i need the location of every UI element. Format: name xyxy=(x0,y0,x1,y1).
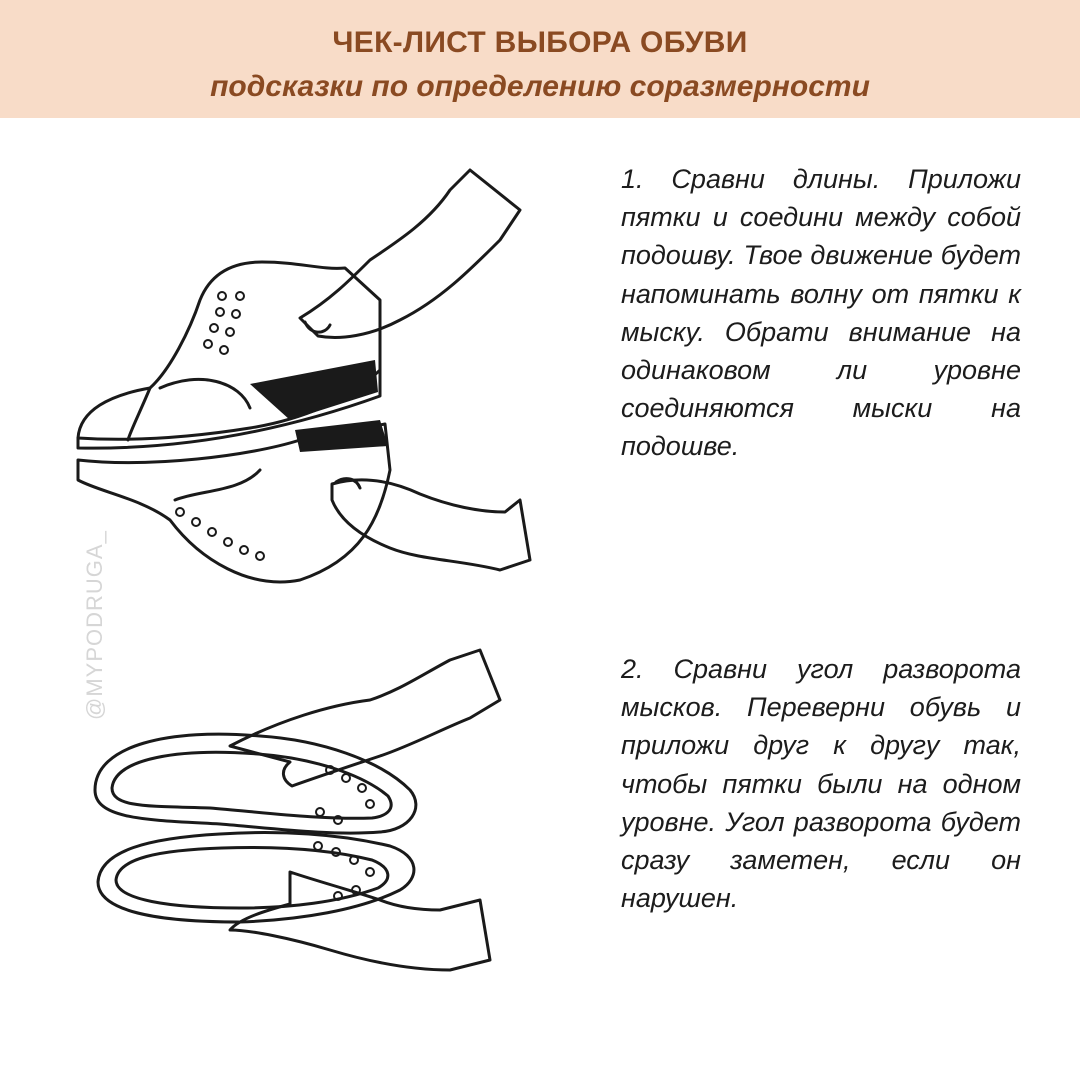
shoe-angle-illustration xyxy=(95,650,500,970)
step-1-text: 1. Сравни длины. Приложи пятки и соедини между собой подошву. Твое движение будет напоминать волну от пятки к мыску. Обрати внимание на одинаковом ли уровне соединяются мыски на подошве. xyxy=(621,164,1021,462)
shoe-length-illustration xyxy=(78,170,530,582)
watermark-handle: @MYPODRUGA_ xyxy=(82,530,107,720)
step-2-text: 2. Сравни угол разворота мысков. Переверни обувь и приложи друг к другу так, чтобы пятки были на одном уровне. Угол разворота будет сразу заметен, если он нарушен. xyxy=(621,654,1021,914)
page-subtitle: подсказки по определению соразмерности xyxy=(210,70,870,103)
page-title: ЧЕК-ЛИСТ ВЫБОРА ОБУВИ xyxy=(332,26,748,59)
